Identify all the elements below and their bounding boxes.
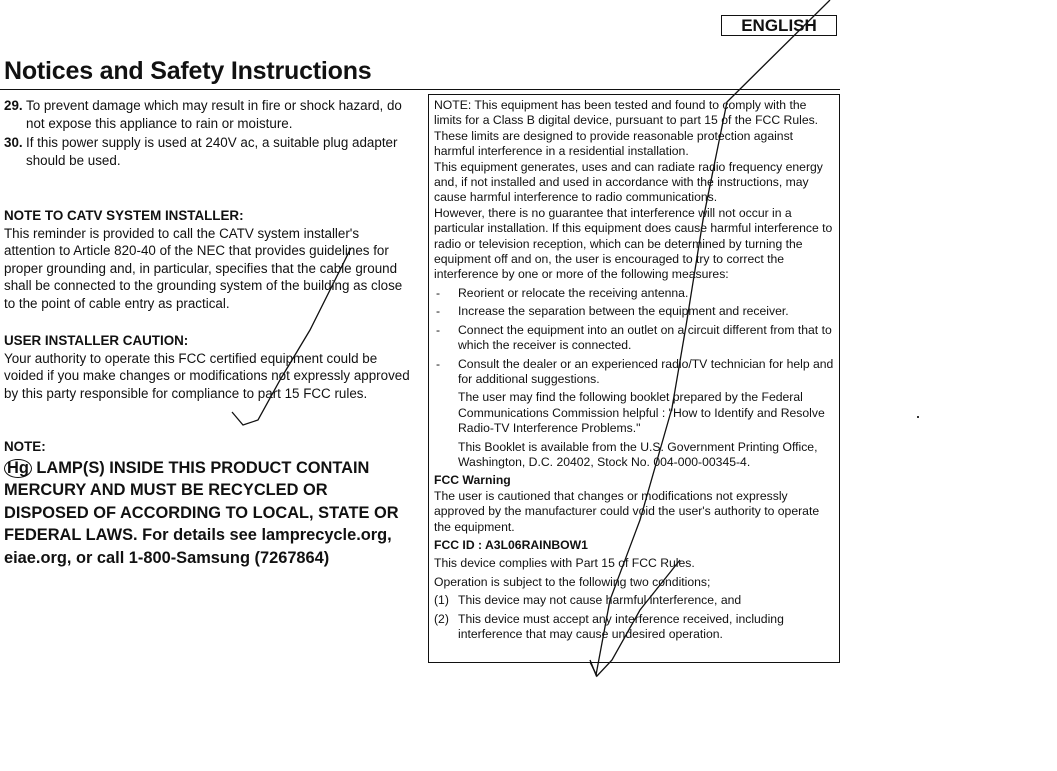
measure-text: Reorient or relocate the receiving antenna. — [458, 285, 689, 300]
instruction-text: If this power supply is used at 240V ac, a suitable plug adapter should be used. — [26, 135, 398, 168]
fcc-conditions-intro: Operation is subject to the following two conditions; — [434, 574, 711, 589]
mercury-warning — [4, 457, 414, 570]
mercury-note — [4, 438, 414, 569]
hg-symbol-icon: Hg — [4, 459, 32, 478]
fcc-paragraph-3: However, there is no guarantee that interference will not occur in a particular installation. If this equipment does cause harmful interference to radio or television reception, which can be determined by turning the equipment off and on, the user is encouraged to try to correct the interference by one or more of the following measures: — [434, 205, 833, 282]
condition-item — [434, 593, 836, 608]
caution-body: Your authority to operate this FCC certified equipment could be voided if you make changes or modifications not expressly approved by this party responsible for compliance to part 15 FCC rules. — [4, 350, 410, 401]
booklet-paragraph: The user may find the following booklet prepared by the Federal Communications Commission helpful : "How to Identify and Resolve Radio-TV Interference Problems." — [458, 390, 825, 436]
condition-text: This device must accept any interference received, including interference that may cause undesired operation. — [458, 611, 784, 641]
fcc-paragraph-2: This equipment generates, uses and can radiate radio frequency energy and, if not installed and used in accordance with the instructions, may cause harmful interference to radio communications. — [434, 159, 823, 205]
fcc-note-paragraph: NOTE: This equipment has been tested and found to comply with the limits for a Class B digital device, pursuant to part 15 of the FCC Rules. These limits are designed to provide reasonable protection against harmful interference in a residential installation. — [434, 98, 819, 159]
catv-heading: NOTE TO CATV SYSTEM INSTALLER: — [4, 208, 244, 223]
instruction-text: To prevent damage which may result in fire or shock hazard, do not expose this appliance to rain or moisture. — [26, 98, 402, 131]
fcc-id: FCC ID : A3L06RAINBOW1 — [434, 537, 588, 552]
instruction-item — [4, 97, 414, 132]
title-rule — [0, 89, 840, 90]
fcc-warning-heading: FCC Warning — [434, 473, 511, 488]
catv-installer-note — [4, 207, 414, 313]
instruction-number: 30. — [4, 135, 23, 151]
measure-item — [434, 323, 836, 354]
condition-text: This device may not cause harmful interference, and — [458, 593, 742, 608]
fcc-warning-text: The user is cautioned that changes or modifications not expressly approved by the manufacturer could void the user's authority to operate the equipment. — [434, 488, 820, 534]
mercury-warning-text: LAMP(S) INSIDE THIS PRODUCT CONTAIN MERCURY AND MUST BE RECYCLED OR DISPOSED OF ACCORDING TO LOCAL, STATE OR FEDERAL LAWS. For details see lamprecycle.org, eiae.org, or call 1-800-Samsung (7267864) — [4, 458, 399, 567]
dash-bullet: - — [436, 322, 441, 337]
condition-number: (1) — [434, 593, 449, 608]
language-badge: ENGLISH — [721, 15, 837, 36]
page-title: Notices and Safety Instructions — [4, 57, 372, 85]
instruction-item — [4, 134, 414, 169]
condition-number: (2) — [434, 611, 449, 626]
measure-text: Connect the equipment into an outlet on a circuit different from that to which the receiver is connected. — [458, 322, 832, 353]
note-heading: NOTE: — [4, 439, 46, 454]
condition-item — [434, 612, 836, 643]
booklet-availability: This Booklet is available from the U.S. Government Printing Office, Washington, D.C. 20402, Stock No. 004-000-00345-4. — [458, 439, 818, 469]
measure-item — [434, 286, 836, 301]
stray-dot — [917, 416, 919, 418]
measure-item — [434, 304, 836, 319]
measure-text: Consult the dealer or an experienced radio/TV technician for help and for additional suggestions. — [458, 356, 834, 386]
numbered-instructions — [4, 97, 414, 171]
measure-text: Increase the separation between the equipment and receiver. — [458, 304, 789, 319]
dash-bullet: - — [436, 304, 441, 319]
catv-body: This reminder is provided to call the CATV system installer's attention to Article 820-40 of the NEC that provides guidelines for proper grounding and, in particular, specifies that the cable ground shall be connected to the grounding system of the building as close to the point of cable entry as practical. — [4, 225, 403, 311]
caution-heading: USER INSTALLER CAUTION: — [4, 333, 189, 348]
measure-item — [434, 357, 836, 388]
dash-bullet: - — [436, 285, 441, 300]
fcc-compliance-statement: This device complies with Part 15 of FCC Rules. — [434, 556, 695, 571]
fcc-notice-box — [428, 94, 840, 663]
instruction-number: 29. — [4, 98, 23, 113]
user-installer-caution — [4, 332, 414, 402]
dash-bullet: - — [436, 356, 441, 371]
